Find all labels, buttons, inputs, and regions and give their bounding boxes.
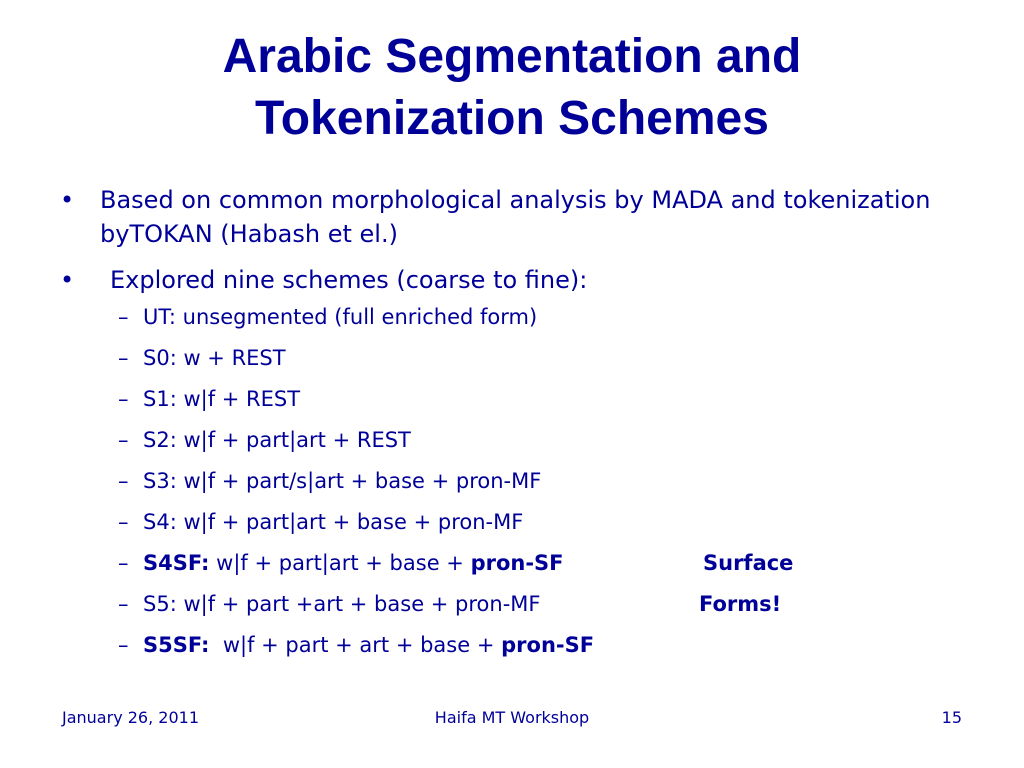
bullet-text: Explored nine schemes (coarse to fine): (110, 266, 588, 294)
scheme-text: UT: unsegmented (full enriched form) (143, 305, 538, 329)
footer-title: Haifa MT Workshop (434, 708, 590, 727)
scheme-item-s4 (118, 508, 1024, 549)
scheme-item-s1 (118, 385, 1024, 426)
scheme-list (118, 303, 1024, 672)
sub-bullet-container (60, 303, 970, 672)
scheme-item-ut (118, 303, 1024, 344)
scheme-bold-tail: pron-SF (501, 633, 595, 657)
scheme-text: S2: w|f + part|art + REST (143, 428, 411, 452)
bullet-icon: • (60, 186, 75, 214)
surface-note: Surface (703, 551, 794, 575)
scheme-item-s2 (118, 426, 1024, 467)
bullet-item (60, 263, 970, 297)
forms-note: Forms! (699, 592, 782, 616)
dash-icon: – (118, 305, 129, 329)
scheme-text: S1: w|f + REST (143, 387, 301, 411)
scheme-label: S4SF: (143, 551, 210, 575)
dash-icon: – (118, 346, 129, 370)
dash-icon: – (118, 510, 129, 534)
scheme-item-s0 (118, 344, 1024, 385)
slide-title-line-1: Arabic Segmentation and (222, 30, 802, 83)
bullet-item (60, 183, 970, 251)
scheme-item-s5sf (118, 631, 1024, 672)
scheme-text: S0: w + REST (143, 346, 286, 370)
scheme-text: S4: w|f + part|art + base + pron-MF (143, 510, 524, 534)
dash-icon: – (118, 428, 129, 452)
dash-icon: – (118, 592, 129, 616)
bullet-text: Based on common morphological analysis by MADA and tokenization byTOKAN (Habash et el.) (100, 186, 931, 248)
scheme-label: S5SF: (143, 633, 210, 657)
scheme-bold-tail: pron-SF (470, 551, 564, 575)
scheme-text: w|f + part + art + base + (209, 633, 502, 657)
scheme-text: S5: w|f + part +art + base + pron-MF (143, 592, 541, 616)
dash-icon: – (118, 633, 129, 657)
slide-title (0, 26, 1024, 150)
scheme-text: w|f + part|art + base + (209, 551, 471, 575)
scheme-item-s3 (118, 467, 1024, 508)
footer-date: January 26, 2011 (62, 708, 199, 727)
dash-icon: – (118, 387, 129, 411)
scheme-item-s4sf (118, 549, 1024, 590)
dash-icon: – (118, 469, 129, 493)
dash-icon: – (118, 551, 129, 575)
page-number: 15 (941, 708, 962, 727)
scheme-text: S3: w|f + part/s|art + base + pron-MF (143, 469, 542, 493)
bullet-icon: • (60, 266, 75, 294)
scheme-item-s5 (118, 590, 1024, 631)
bullet-list (60, 183, 970, 672)
slide-title-line-2: Tokenization Schemes (255, 92, 769, 145)
